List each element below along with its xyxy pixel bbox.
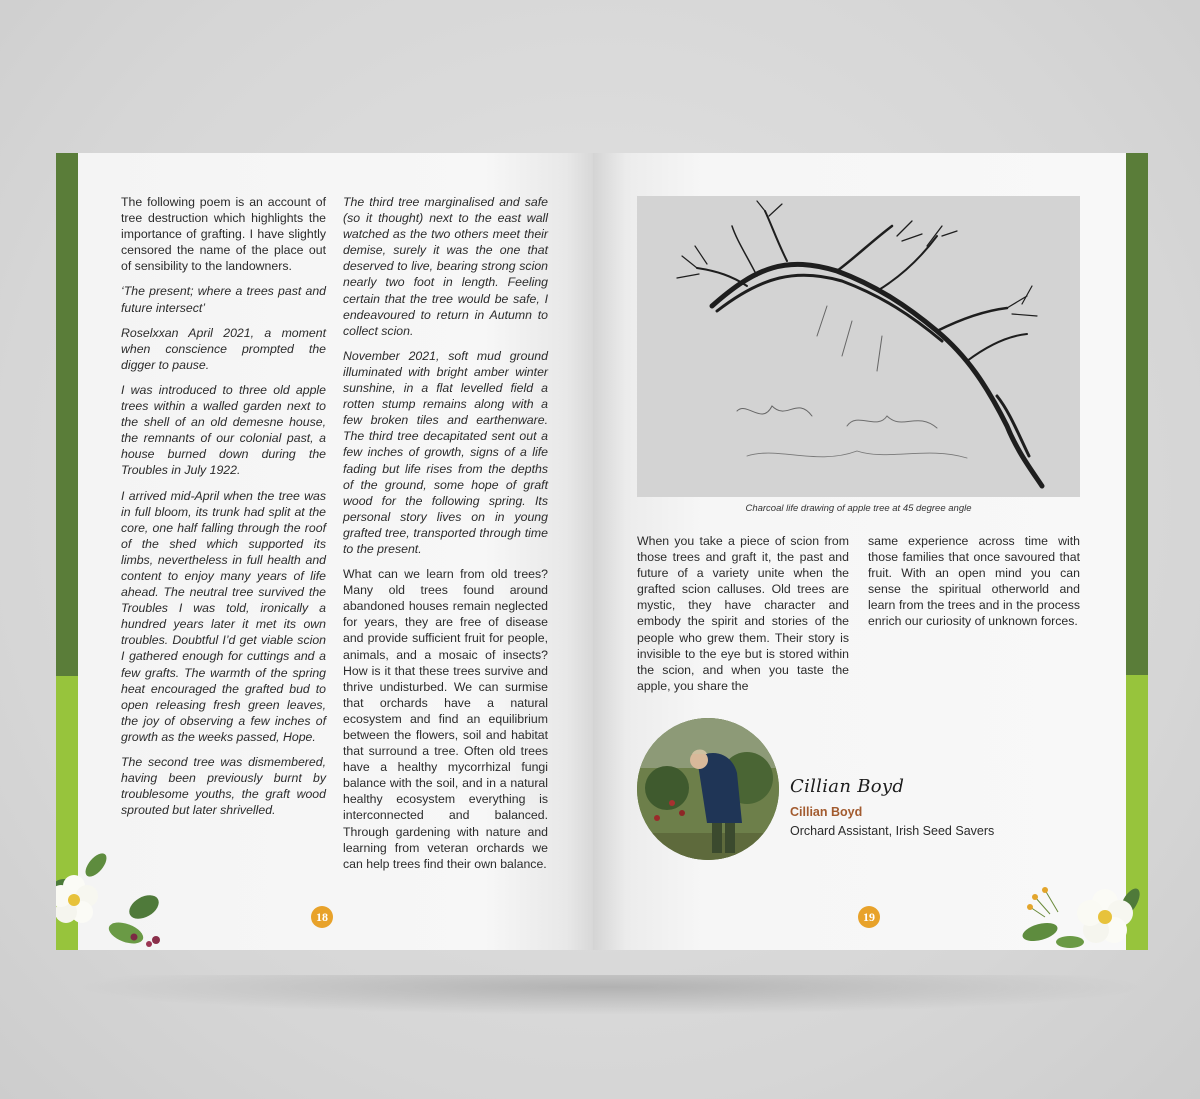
- author-name: Cillian Boyd: [790, 805, 863, 819]
- right-column-1: When you take a piece of scion from those trees and graft it, the past and future of a variety unite when the grafted scion calluses. Old trees are mystic, they have character and embody the spirit and stories of the people who grew them. Their story is invisible to the eye but is stored within the scion, and when you taste the apple, you share the: [637, 534, 849, 693]
- charcoal-apple-tree-drawing: [637, 196, 1080, 497]
- paragraph: ‘The present; where a trees past and future intersect’: [121, 284, 326, 315]
- booklet-shadow: [70, 975, 1150, 1015]
- paragraph: The following poem is an account of tree destruction which highlights the importance of grafting. I have slightly censored the name of the place out of sensibility to the landowners.: [121, 195, 326, 274]
- paragraph: The third tree marginalised and safe (so it thought) next to the east wall watched as the two others meet their demise, surely it was the one that deserved to live, bearing strong scion nearly two foot in length. Feeling certain that the tree would be safe, I endeavoured to return in Autumn to collect scion.: [343, 195, 548, 338]
- right-column-2: same experience across time with those families that once savoured that fruit. With an open mind you can sense the spiritual otherworld and learn from the trees and in the process enrich our curiosity of unknown forces.: [868, 534, 1080, 629]
- paragraph: The second tree was dismembered, having been previously burnt by troublesome youths, the graft wood sprouted but later shrivelled.: [121, 755, 326, 818]
- paragraph: I was introduced to three old apple trees within a walled garden next to the shell of an old demesne house, the remnants of our colonial past, a house burned down during the Troubles in July 1922.: [121, 382, 326, 478]
- paragraph: I arrived mid-April when the tree was in full bloom, its trunk had split at the core, one half falling through the roof of the shed which supported its limbs, nevertheless in full health and content to enjoy many years of life ahead. The neutral tree survived the Troubles I was told, ironically a hundred years later it met its own troubles. Doubtful I’d get viable scion I gathered enough for cuttings and a few grafts. The warmth of the spring heat encouraged the grafted bud to open releasing fresh green leaves, the joy of observing a few inches of growth as the weeks passed, Hope.: [121, 488, 326, 744]
- left-column-1: [121, 194, 326, 827]
- author-photo-orchard-icon: [637, 718, 779, 860]
- left-column-2: [343, 194, 548, 881]
- page-number-right: 19: [858, 906, 880, 928]
- floral-decoration-left-icon: [56, 845, 166, 950]
- author-role: Orchard Assistant, Irish Seed Savers: [790, 824, 995, 838]
- paragraph: What can we learn from old trees? Many old trees found around abandoned houses remain neglected for years, they are free of disease and provide sufficient fruit for people, animals, and a mosaic of insects? How is it that these trees survive and thrive undisturbed. We can surmise that orchards have a natural ecosystem and find an equilibrium between the flowers, soil and habitat that surround a tree. Often old trees have a healthy mycorrhizal fungi balance with the soil, and in a natural healthy ecosystem everything is interconnected and balanced. Through gardening with nature and learning from veteran orchards we can help trees find their own balance.: [343, 567, 548, 871]
- floral-decoration-right-icon: [1010, 862, 1148, 950]
- paragraph: Roselxxan April 2021, a moment when conscience prompted the digger to pause.: [121, 325, 326, 372]
- page-number-left: 18: [311, 906, 333, 928]
- author-signature: Cillian Boyd: [790, 776, 905, 797]
- paragraph: November 2021, soft mud ground illuminated with bright amber winter sunshine, in a flat levelled field a rotten stump remains along with a few broken tiles and earthenware. The third tree decapitated sent out a few inches of growth, signs of a life fading but life rises from the depths of the ground, some hope of graft wood for the following spring. Its personal story lives on in young grafted tree, transported through time to the present.: [343, 348, 548, 556]
- left-dark-green-strip: [56, 153, 78, 676]
- apple-tree-sketch-icon: [637, 196, 1080, 497]
- image-caption: Charcoal life drawing of apple tree at 45 degree angle: [745, 503, 972, 514]
- right-dark-green-strip: [1126, 153, 1148, 675]
- author-photo: [637, 718, 779, 860]
